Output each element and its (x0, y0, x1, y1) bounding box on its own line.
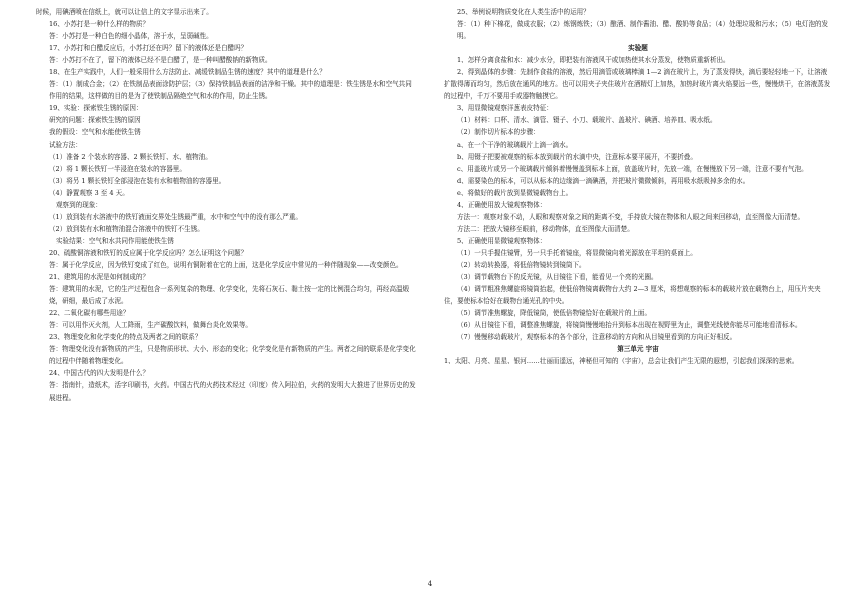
right-column-paragraph: 25、举例说明物质变化在人类生活中的运用？ (457, 8, 590, 16)
right-column-paragraph: a、在一个干净的玻璃载片上滴一滴水。 (457, 140, 573, 149)
right-column-paragraph: （4）调节粗准焦螺旋将镜筒抬起，使低倍物镜离载物台大约 2—3 厘米，将想观察的标本的载玻片放在载物台上，用压片夹夹住，要使标本恰好在载物台通光孔的中央。 (444, 285, 821, 306)
right-column-paragraph: 答：（1）种下棉花，做成衣服；（2）炼钢炼铁；（3）酿酒、制作酱油、醋、酸奶等食品；（4）处理垃圾和污水；（5）电灯泡的发明。 (457, 20, 829, 41)
left-column-paragraph: 答：属于化学反应，因为铁钉变成了红色，说明有铜附着在它的上面，这是化学反应中常见的一种伴随现象——改变颜色。 (49, 260, 403, 269)
right-column-paragraph: （3）调节载物台下的反光镜，从目镜往下看，能看见一个亮的光圈。 (457, 273, 658, 282)
right-column-paragraph: 2、得到晶体的步骤：先制作食盐的溶液，然后用滴管或玻璃棒滴 1—2 滴在玻片上，为了蒸发得快，滴后要轻轻地一下，让溶液扩散得薄而均匀，然后放在通风的地方。也可以用夹子夹住玻片在酒精灯上加热，加热时玻片离火焰要远一些，慢慢烘干，在溶液蒸发的过程中，千万不要用手或器物触摸它。 (444, 68, 831, 101)
right-column-paragraph: 5、正确使用显微镜观察物体： (457, 236, 547, 245)
left-column-paragraph: 19、实验：探索铁生锈的原因： (49, 104, 143, 113)
left-column-paragraph: 答：指南针，造纸术，活字印刷书，火药。中国古代的火药技术经过（印度）传入阿拉伯，火药的发明大大推进了世界历史的发展进程。 (49, 381, 416, 402)
right-column-paragraph: 3、用显微镜观察洋葱表皮特征： (457, 104, 553, 113)
left-column-paragraph: 试验方法： (49, 140, 82, 149)
right-column-paragraph: 实验题 (628, 44, 648, 53)
right-column-paragraph: （1）一只手握住镜臂，另一只手托着镜座，将显微镜向着光源放在平坦的桌面上。 (457, 248, 697, 257)
right-column (444, 6, 832, 367)
right-column-paragraph: 第三单元 宇宙 (617, 345, 659, 354)
left-column-paragraph: 时候，用碘酒喷在信纸上，就可以让信上的文字显示出来了。 (36, 8, 213, 16)
left-column-paragraph: 答：小苏打不在了，留下的液体已经不是白醋了，是一种叫醋酸钠的新物质。 (49, 56, 272, 65)
left-column-paragraph: 我的假设：空气和水能使铁生锈 (49, 128, 141, 137)
left-column-paragraph: 答：建筑用的水泥，它的生产过程包含一系列复杂的物理、化学变化，先将石灰石、黏土按一定的比例混合均匀，再经高温煅烧，研细，最后成了水泥。 (49, 285, 410, 306)
left-column-paragraph: 答：小苏打是一种白色的细小晶体，溶于水，呈弱碱性。 (49, 32, 213, 41)
left-column-paragraph: 16、小苏打是一种什么样的物质？ (49, 20, 149, 29)
right-column-paragraph: c、用盖玻片或另一个玻璃载片倾斜着慢慢盖到标本上面，放盖玻片时，先放一端，在慢慢放下另一端，注意不要有气泡。 (457, 164, 808, 173)
right-column-paragraph: 1、太阳、月亮、星星、银河……壮丽而遥远，神秘但可知的（宇宙），总会让我们产生无限的遐想，引起我们深深的思索。 (444, 357, 799, 366)
right-column-paragraph: 1、怎样分离食盐和水：减少水分，即把装有溶液风干或加热使其水分蒸发，使物质重新析出。 (457, 56, 730, 65)
right-column-paragraph: 4、正确使用放大镜观察物体： (457, 200, 547, 209)
left-column-paragraph: 答：物理变化没有新物质的产生，只是物质形状、大小、形态的变化；化学变化是有新物质的产生。两者之间的联系是化学变化的过程中伴随着物理变化。 (49, 345, 416, 366)
right-column-paragraph: e、将做好的载片放到显微镜载物台上。 (457, 188, 573, 197)
left-column-paragraph: 17、小苏打和白醋反应后，小苏打还在吗？留下的液体还是白醋吗？ (49, 44, 248, 53)
right-column-paragraph: 方法二：把放大镜移至眼前，移动物体，直至图像大而清楚。 (457, 224, 634, 233)
right-column-paragraph: （6）从目镜往下看，调整准焦螺旋，将镜筒慢慢地抬升到标本出现在视野里为止，调整光线使你能尽可能地看清标本。 (457, 321, 802, 330)
left-column-paragraph: （2）放到装有水和植物油混合溶液中的铁钉不生锈。 (49, 224, 204, 233)
left-column-paragraph: （1）放到装有水溶液中的铁钉液面交界处生锈最严重，水中和空气中的没有那么严重。 (49, 212, 302, 221)
page-number: 4 (427, 580, 433, 588)
left-column-paragraph: 21、建筑用的水泥是如何制成的？ (49, 273, 149, 282)
left-column-paragraph: （2）将 1 颗长铁钉一半浸泡在装水的容器里。 (49, 164, 186, 173)
left-column-paragraph: 观察到的现象： (56, 200, 102, 209)
right-column-paragraph: （2）转动转换器，将低倍物镜转到镜筒下。 (457, 260, 586, 269)
right-column-paragraph: （5）调节准焦螺旋，降低镜筒，使低倍物镜恰好在载玻片的上面。 (457, 309, 652, 318)
left-column-paragraph: 22、二氧化碳有哪些用途？ (49, 309, 130, 318)
left-column-paragraph: 研究的问题：探索铁生锈的原因 (49, 116, 141, 125)
left-column-paragraph: 24、中国古代的四大发明是什么？ (49, 369, 149, 378)
right-column-paragraph: （7）慢慢移动载玻片，观察标本的各个部分，注意移动的方向和从目镜里看到的方向正好相反。 (457, 333, 737, 342)
left-column-paragraph: （3）将另 1 颗长铁钉全部浸泡在装有水和植物油的容器里。 (49, 176, 226, 185)
left-column-paragraph: 答：可以用作灭火剂，人工降雨，生产碳酸饮料，做舞台炎化效果等。 (49, 321, 252, 330)
right-column-paragraph: d、需要染色的标本，可以从标本的边缘滴一滴碘酒，并把玻片微微倾斜，再用吸水纸吸掉多余的水。 (457, 176, 750, 185)
left-column-paragraph: 23、物理变化和化学变化的特点及两者之间的联系？ (49, 333, 202, 342)
right-column-paragraph: （2）制作切片标本的步骤： (457, 128, 540, 137)
left-column-paragraph: 20、硫酸铜溶液和铁钉的反应属于化学反应吗？怎么证明这个问题？ (49, 248, 248, 257)
right-column-paragraph: （1）材料：口杯、清水、滴管、镊子、小刀、载玻片、盖玻片、碘酒、培养皿、吸水纸。 (457, 116, 717, 125)
right-column-paragraph: b、用镊子把要被观察的标本放到载片的水滴中央，注意标本要平展开，不要折叠。 (457, 152, 697, 161)
left-column-paragraph: 18、在生产实践中，人们一般采用什么方法防止、减缓铁制品生锈的速度？其中的道理是什么？ (49, 68, 326, 77)
left-column-paragraph: （4）静置观察 3 至 4 天。 (49, 188, 129, 197)
left-column (36, 6, 418, 404)
left-column-paragraph: 实验结果：空气和水共同作用能使铁生锈 (56, 236, 174, 245)
left-column-paragraph: 答：（1）制成合金；（2）在铁制品表面涂防护层；（3）保持铁制品表面的洁净和干燥。其中的道理是：铁生锈是水和空气共同作用的结果，这样做的目的是为了使铁制品隔绝空气和水的作用，防止生锈。 (49, 80, 412, 101)
left-column-paragraph: （1）准备 2 个装水的容器、2 颗长铁钉、水、植物油。 (49, 152, 212, 161)
right-column-paragraph: 方法一：观察对象不动，人眼和观察对象之间的距离不变，手持放大镜在物体和人眼之间来回移动，直至图像大而清楚。 (457, 212, 804, 221)
